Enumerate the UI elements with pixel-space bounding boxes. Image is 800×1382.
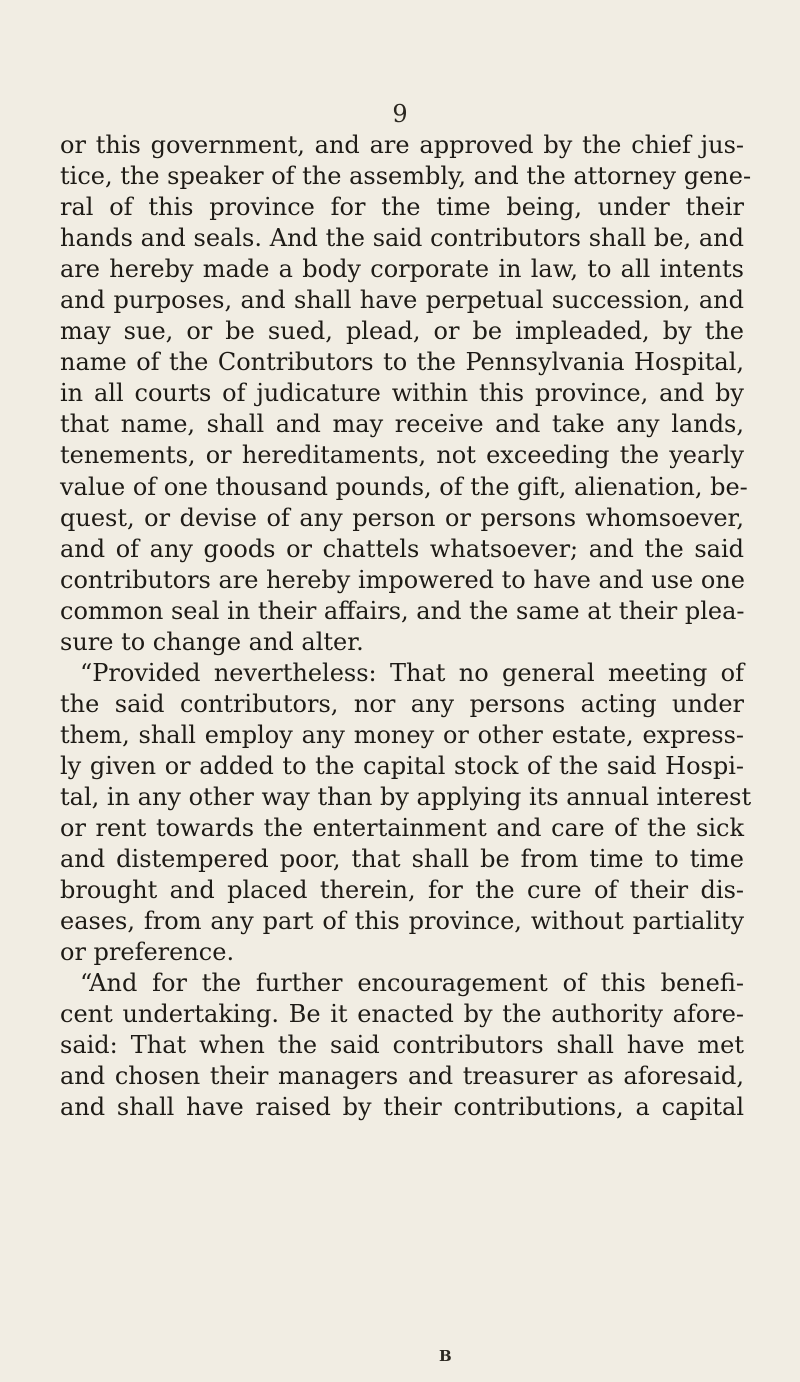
text-line: and of any goods or chattels whatsoever; and the said [60,534,744,563]
page-number: 9 [392,100,408,128]
text-line: and chosen their managers and treasurer as aforesaid, [60,1062,744,1091]
text-line: or preference. [60,938,235,967]
text-line: brought and placed therein, for the cure of their dis- [60,876,744,905]
text-line: cent undertaking. Be it enacted by the authority afore- [60,1000,744,1029]
text-line: tal, in any other way than by applying its annual interest [60,782,752,811]
text-line: ly given or added to the capital stock of the said Hospi- [60,751,744,780]
text-line: common seal in their affairs, and the same at their plea- [60,596,745,625]
text-line: tenements, or hereditaments, not exceeding the yearly [60,441,744,470]
text-line: are hereby made a body corporate in law, to all intents [60,255,744,284]
text-line: them, shall employ any money or other estate, express- [60,720,744,749]
text-line: and purposes, and shall have perpetual succession, and [60,286,744,315]
text-line: quest, or devise of any person or persons whomsoever, [60,503,744,532]
text-line: and shall have raised by their contributions, a capital [60,1093,744,1122]
signature-mark: B [439,1347,452,1365]
body-text [60,130,752,1124]
text-line: or rent towards the entertainment and care of the sick [60,814,744,843]
text-line: sure to change and alter. [60,627,364,656]
text-line: ral of this province for the time being, under their [60,193,744,222]
text-line: contributors are hereby impowered to have and use one [60,565,745,594]
text-line: that name, shall and may receive and take any lands, [60,410,744,439]
text-line: eases, from any part of this province, without partiality [60,907,744,936]
text-line: “And for the further encouragement of this benefi- [80,969,744,998]
text-line: tice, the speaker of the assembly, and the attorney gene- [60,162,752,191]
text-line: hands and seals. And the said contributors shall be, and [60,224,744,253]
text-line: and distempered poor, that shall be from time to time [60,845,744,874]
text-line: may sue, or be sued, plead, or be impleaded, by the [60,317,744,346]
text-line: or this government, and are approved by the chief jus- [60,131,744,159]
text-line: the said contributors, nor any persons acting under [60,689,744,718]
text-line: in all courts of judicature within this province, and by [60,379,744,408]
text-line: value of one thousand pounds, of the gift, alienation, be- [60,472,748,501]
text-line: name of the Contributors to the Pennsylvania Hospital, [60,348,744,377]
text-line: said: That when the said contributors shall have met [60,1031,744,1060]
text-line: “Provided nevertheless: That no general meeting of [80,658,744,687]
